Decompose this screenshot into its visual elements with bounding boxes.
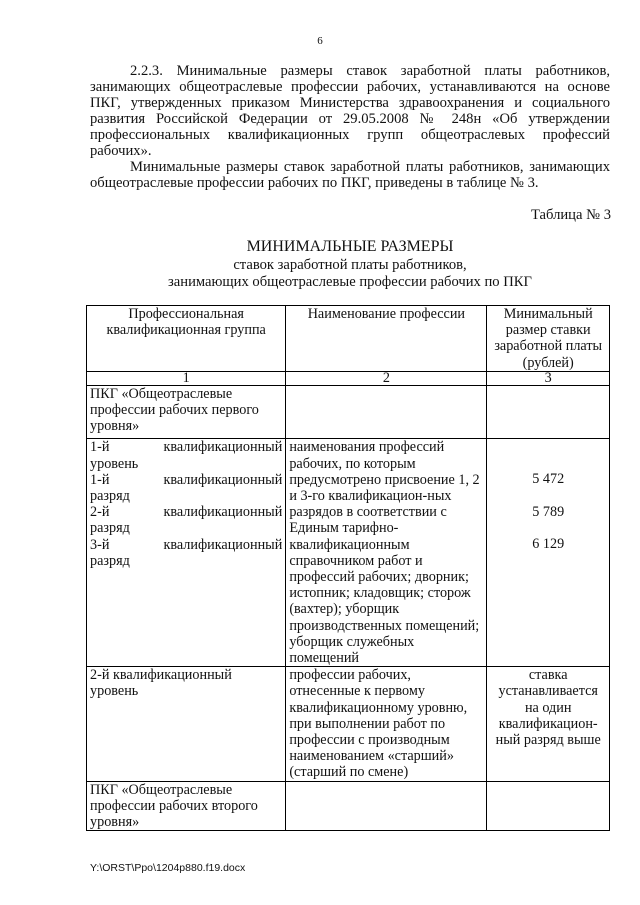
level-number: 1-й	[90, 471, 110, 488]
level-entry	[90, 537, 282, 569]
column-number: 1	[87, 371, 286, 385]
salary-value: 5 472	[532, 471, 565, 488]
level-entry	[90, 504, 282, 536]
level-number: 1-й	[90, 439, 110, 456]
page-number: 6	[317, 35, 323, 47]
level-word: квалификационный	[163, 504, 283, 521]
empty-cell	[487, 385, 610, 439]
empty-cell	[487, 781, 610, 831]
table-row-pkg1	[87, 385, 610, 439]
table-title-line3: занимающих общеотраслевые профессии рабочих по ПКГ	[168, 274, 532, 290]
table-title-main: МИНИМАЛЬНЫЕ РАЗМЕРЫ	[246, 238, 454, 255]
table-header-row	[87, 306, 610, 372]
level2-salary: ставка устанавливается на один квалификацион-ный разряд выше	[487, 667, 610, 781]
pkg1-levels	[87, 439, 286, 667]
salary-table	[86, 305, 610, 831]
column-number-row	[87, 371, 610, 385]
table-title-line2: ставок заработной платы работников,	[233, 257, 467, 273]
level-word: квалификационный	[163, 536, 283, 553]
paragraph-table-intro: Минимальные размеры ставок заработной платы работников, занимающих общеотраслевые профессии рабочих по ПКГ, приведены в таблице № 3.	[90, 159, 610, 191]
header-profession: Наименование профессии	[286, 306, 487, 372]
header-salary: Минимальный размер ставки заработной платы (рублей)	[487, 306, 610, 372]
level-entry	[90, 439, 282, 471]
pkg1-title: ПКГ «Общеотраслевые профессии рабочих первого уровня»	[87, 385, 286, 439]
file-path-footer: Y:\ORST\Ppo\1204p880.f19.docx	[90, 862, 246, 874]
pkg1-salaries	[487, 439, 610, 667]
level-entry	[90, 472, 282, 504]
level-tail: разряд	[90, 552, 130, 569]
pkg2-title: ПКГ «Общеотраслевые профессии рабочих второго уровня»	[87, 781, 286, 831]
empty-cell	[286, 385, 487, 439]
level-word: квалификационный	[163, 471, 283, 488]
table-row-pkg1-level1	[87, 439, 610, 667]
level2-professions: профессии рабочих, отнесенные к первому квалификационному уровню, при выполнении работ по профессии с производным наименованием «старший» (старший по смене)	[286, 667, 487, 781]
column-number: 2	[286, 371, 487, 385]
level2-label: 2-й квалификационный уровень	[87, 667, 286, 781]
column-number: 3	[487, 371, 610, 385]
table-caption: Таблица № 3	[531, 207, 611, 223]
level-number: 3-й	[90, 536, 110, 553]
level-tail: уровень	[90, 455, 139, 472]
level-tail: разряд	[90, 520, 130, 537]
empty-cell	[286, 781, 487, 831]
level-word: квалификационный	[163, 439, 283, 456]
salary-value: 6 129	[532, 535, 565, 552]
header-group: Профессиональная квалификационная группа	[87, 306, 286, 372]
table-row-pkg2	[87, 781, 610, 831]
salary-value: 5 789	[532, 503, 565, 520]
table-title	[90, 237, 610, 291]
pkg1-professions: наименования профессий рабочих, по которым предусмотрено присвоение 1, 2 и 3-го квалификацион-ных разрядов в соответствии с Единым тарифно-квалификационным справочником работ и профессий рабочих; дворник; истопник; кладовщик; сторож (вахтер); уборщик производственных помещений; уборщик служебных помещений	[286, 439, 487, 667]
paragraph-2-2-3: 2.2.3. Минимальные размеры ставок заработной платы работников, занимающих общеотраслевые профессии рабочих, устанавливаются на основе ПКГ, утвержденных приказом Министерства здравоохранения и социального развития Российской Федерации от 29.05.2008 № 248н «Об утверждении профессиональных квалификационных групп общеотраслевых профессий рабочих».	[90, 63, 610, 159]
level-number: 2-й	[90, 504, 110, 521]
table-row-pkg1-level2	[87, 667, 610, 781]
level-tail: разряд	[90, 488, 130, 505]
